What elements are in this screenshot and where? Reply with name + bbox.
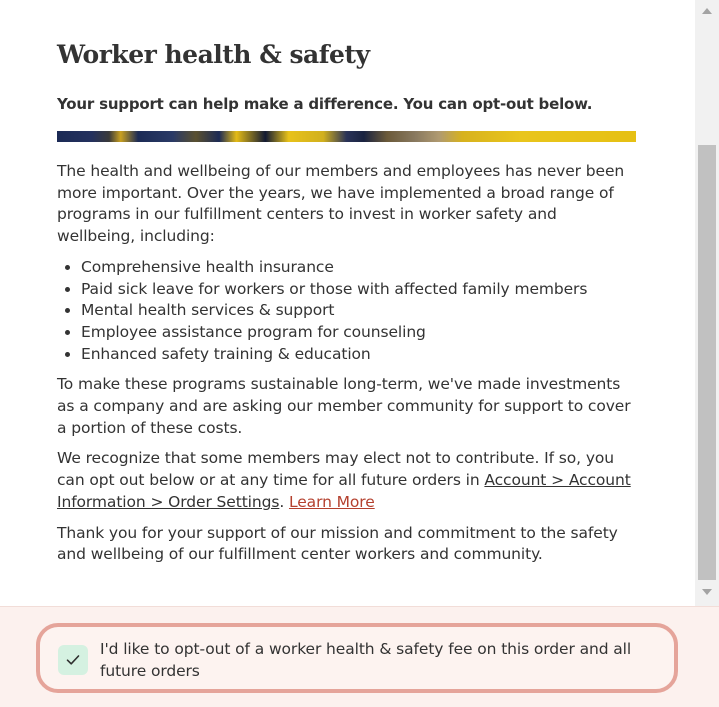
list-item: • Enhanced safety training & education	[81, 344, 637, 366]
list-item: • Comprehensive health insurance	[81, 257, 637, 279]
modal-title: Worker health & safety	[57, 40, 370, 69]
optout-checkbox-row[interactable]	[36, 623, 678, 693]
scrollbar-thumb[interactable]	[698, 145, 716, 580]
order-settings-link[interactable]: Account > Account Information > Order Settings	[57, 471, 631, 511]
scroll-down-arrow-icon[interactable]	[702, 589, 712, 595]
check-icon	[66, 654, 80, 666]
modal-subtitle: Your support can help make a difference. You can opt-out below.	[57, 95, 593, 113]
optout-info-paragraph	[57, 448, 637, 513]
list-item: • Employee assistance program for counseling	[81, 322, 637, 344]
modal-footer	[0, 606, 719, 707]
intro-paragraph: The health and wellbeing of our members and employees has never been more important. Over the years, we have implemented a broad range of programs in our fulfillment centers to invest in worker safety and wellbeing, including:	[57, 162, 625, 246]
optout-info-text: We recognize that some members may elect not to contribute. If so, you can opt out below or at any time for all future orders in	[57, 449, 614, 490]
banner-image	[57, 131, 636, 142]
scroll-up-arrow-icon[interactable]	[702, 8, 712, 14]
programs-list	[57, 257, 637, 366]
optout-checkbox[interactable]	[58, 645, 88, 675]
list-item: • Paid sick leave for workers or those with affected family members	[81, 279, 637, 301]
vertical-scrollbar[interactable]	[695, 0, 719, 606]
optout-label[interactable]: I'd like to opt-out of a worker health & safety fee on this order and all future orders	[100, 640, 632, 680]
optout-info-suffix: .	[279, 492, 285, 511]
list-item: • Mental health services & support	[81, 300, 637, 322]
learn-more-link[interactable]: Learn More	[288, 492, 375, 511]
modal-content	[57, 38, 637, 575]
thanks-paragraph: Thank you for your support of our mission and commitment to the safety and wellbeing of our fulfillment center workers and community.	[57, 523, 618, 564]
sustainability-paragraph: To make these programs sustainable long-term, we've made investments as a company and are asking our member community for support to cover a portion of these costs.	[57, 375, 631, 437]
